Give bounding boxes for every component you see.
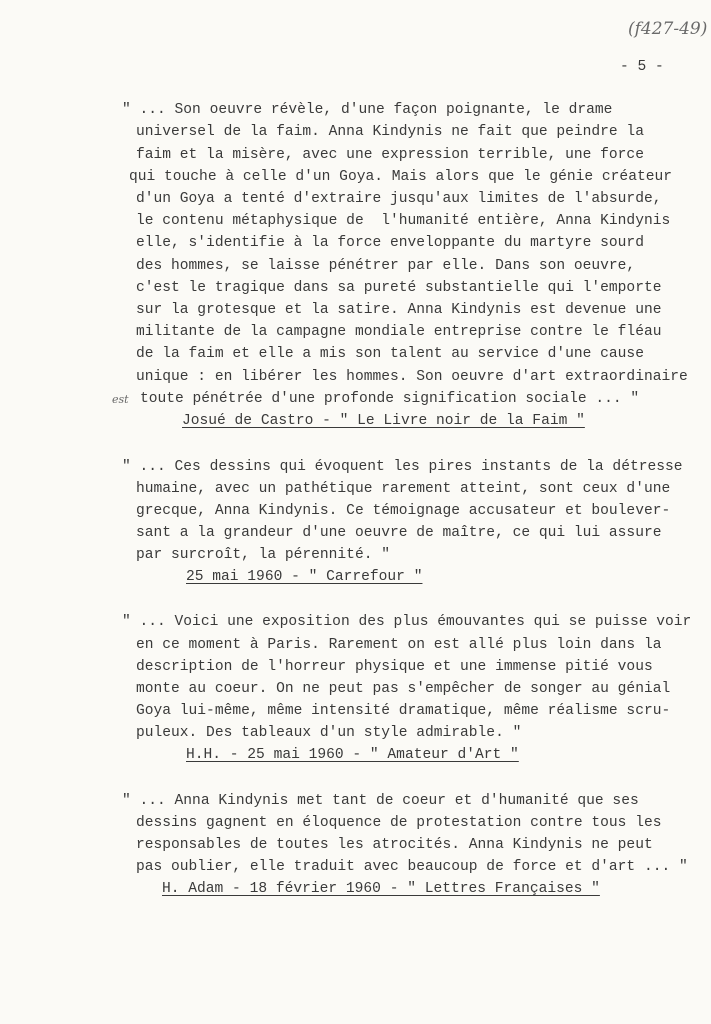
quote-line: " ... Son oeuvre révèle, d'une façon poignante, le drame xyxy=(122,102,613,118)
quote-line: Goya lui-même, même intensité dramatique, même réalisme scru- xyxy=(136,703,671,719)
archive-reference: (f427-49) xyxy=(628,19,708,39)
quote-line: par surcroît, la pérennité. " xyxy=(136,547,390,563)
quote-line: qui touche à celle d'un Goya. Mais alors que le génie créateur xyxy=(129,169,672,185)
quote-line: puleux. Des tableaux d'un style admirable. " xyxy=(136,725,522,741)
quote-line: universel de la faim. Anna Kindynis ne fait que peindre la xyxy=(136,124,644,140)
quote-line: " ... Anna Kindynis met tant de coeur et d'humanité que ses xyxy=(122,793,639,809)
quote-line: monte au coeur. On ne peut pas s'empêcher de songer au génial xyxy=(136,681,671,697)
quote-line: responsables de toutes les atrocités. Anna Kindynis ne peut xyxy=(136,837,653,853)
quote-line: elle, s'identifie à la force enveloppante du martyre sourd xyxy=(136,235,644,251)
quote-source: H. Adam - 18 février 1960 - " Lettres Françaises " xyxy=(162,881,600,897)
quote-line: humaine, avec un pathétique rarement atteint, sont ceux d'une xyxy=(136,481,671,497)
quote-source: H.H. - 25 mai 1960 - " Amateur d'Art " xyxy=(186,747,519,763)
quote-line: d'un Goya a tenté d'extraire jusqu'aux limites de l'absurde, xyxy=(136,191,662,207)
quote-line: toute pénétrée d'une profonde signification sociale ... " xyxy=(140,391,640,407)
quote-line: unique : en libérer les hommes. Son oeuvre d'art extraordinaire xyxy=(136,369,688,385)
quote-line: sur la grotesque et la satire. Anna Kindynis est devenue une xyxy=(136,302,662,318)
quote-line: sant a la grandeur d'une oeuvre de maître, ce qui lui assure xyxy=(136,525,662,541)
quote-line: " ... Voici une exposition des plus émouvantes qui se puisse voir xyxy=(122,614,692,630)
quote-line: militante de la campagne mondiale entreprise contre le fléau xyxy=(136,324,662,340)
quote-line: grecque, Anna Kindynis. Ce témoignage accusateur et boulever- xyxy=(136,503,671,519)
quote-source: Josué de Castro - " Le Livre noir de la Faim " xyxy=(182,413,585,429)
quote-line: description de l'horreur physique et une immense pitié vous xyxy=(136,659,653,675)
quote-line: le contenu métaphysique de l'humanité entière, Anna Kindynis xyxy=(136,213,671,229)
quote-line: pas oublier, elle traduit avec beaucoup de force et d'art ... " xyxy=(136,859,688,875)
quote-line: des hommes, se laisse pénétrer par elle. Dans son oeuvre, xyxy=(136,258,636,274)
quote-line: faim et la misère, avec une expression terrible, une force xyxy=(136,147,644,163)
quote-line: en ce moment à Paris. Rarement on est allé plus loin dans la xyxy=(136,637,662,653)
quote-line: c'est le tragique dans sa pureté substantielle qui l'emporte xyxy=(136,280,662,296)
quote-line: de la faim et elle a mis son talent au service d'une cause xyxy=(136,346,644,362)
handwritten-insert: est xyxy=(112,393,129,406)
page-number: - 5 - xyxy=(620,59,664,75)
quote-source: 25 mai 1960 - " Carrefour " xyxy=(186,569,423,585)
quote-line: " ... Ces dessins qui évoquent les pires instants de la détresse xyxy=(122,459,683,475)
quote-line: dessins gagnent en éloquence de protestation contre tous les xyxy=(136,815,662,831)
